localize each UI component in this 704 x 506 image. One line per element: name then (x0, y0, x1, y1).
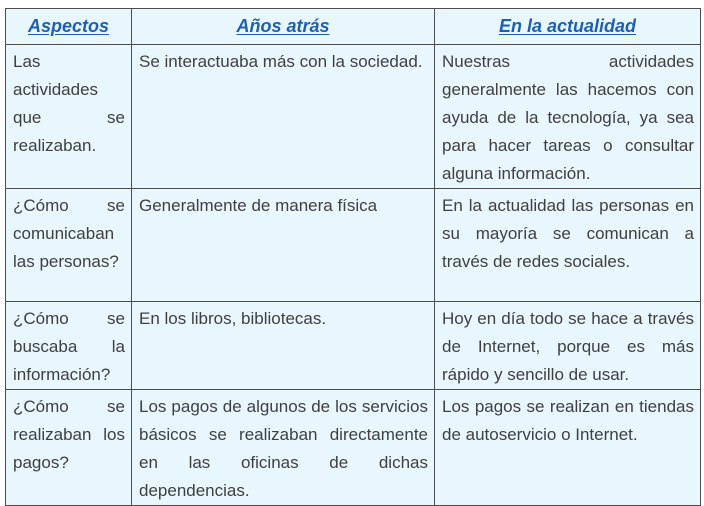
table-row (6, 390, 701, 506)
header-aspectos: Aspectos (6, 9, 132, 45)
cell-present: Nuestras actividades generalmente las hacemos con ayuda de la tecnología, ya sea para hacer tareas o consultar alguna información. (435, 45, 701, 189)
cell-past: Los pagos de algunos de los servicios básicos se realizaban directamente en las oficinas de dichas dependencias. (132, 390, 435, 506)
cell-aspect: ¿Cómo se comunicaban las personas? (6, 189, 132, 302)
cell-present: Hoy en día todo se hace a través de Internet, porque es más rápido y sencillo de usar. (435, 302, 701, 390)
cell-aspect: ¿Cómo se realizaban los pagos? (6, 390, 132, 506)
table-header-row (6, 9, 701, 45)
cell-present: Los pagos se realizan en tiendas de autoservicio o Internet. (435, 390, 701, 506)
table-row (6, 189, 701, 302)
cell-present: En la actualidad las personas en su mayoría se comunican a través de redes sociales. (435, 189, 701, 302)
header-en-la-actualidad: En la actualidad (435, 9, 701, 45)
comparison-table (5, 8, 701, 506)
cell-aspect: Las actividades que se realizaban. (6, 45, 132, 189)
cell-past: Generalmente de manera física (132, 189, 435, 302)
table-row (6, 302, 701, 390)
cell-past: En los libros, bibliotecas. (132, 302, 435, 390)
cell-aspect: ¿Cómo se buscaba la información? (6, 302, 132, 390)
header-anos-atras: Años atrás (132, 9, 435, 45)
cell-past: Se interactuaba más con la sociedad. (132, 45, 435, 189)
table-row (6, 45, 701, 189)
